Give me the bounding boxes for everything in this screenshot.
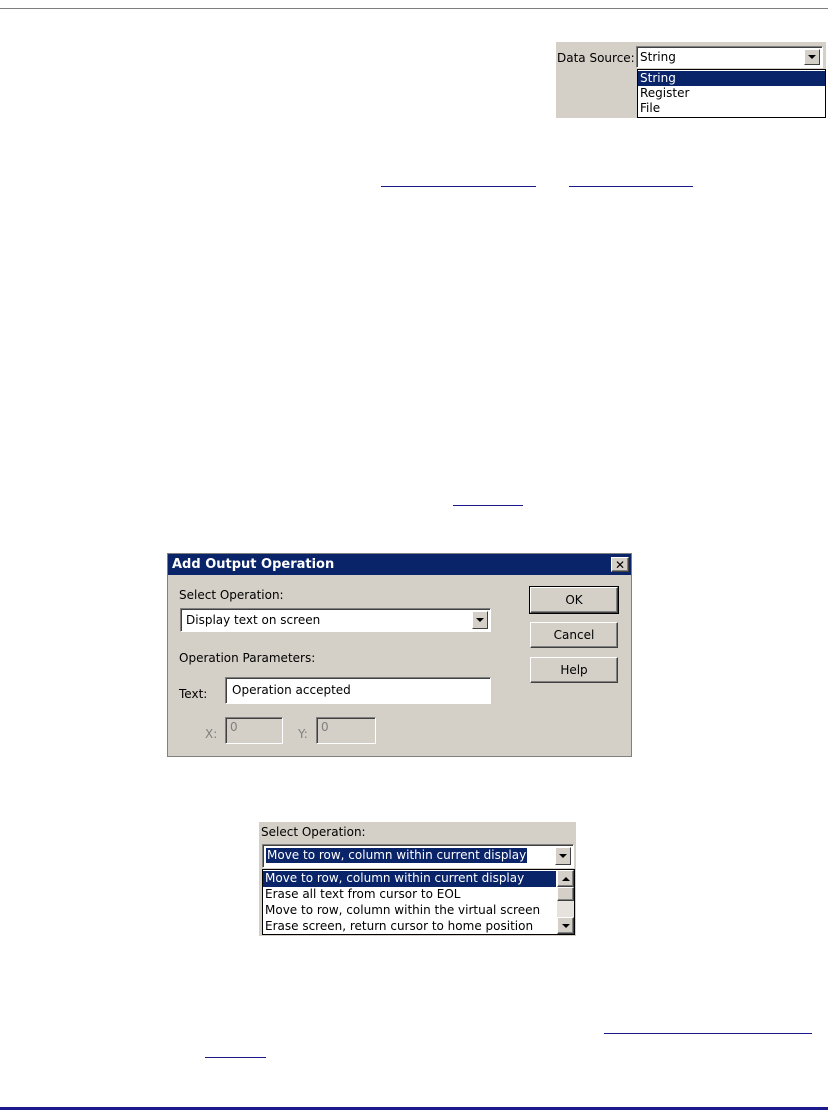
chevron-up-icon — [562, 877, 570, 881]
close-icon: ✕ — [614, 557, 626, 572]
add-output-dialog — [167, 553, 632, 757]
text-input-value: Operation accepted — [232, 683, 351, 697]
chevron-down-icon — [559, 854, 567, 858]
operation-dropdown-list — [262, 869, 575, 935]
select-operation-combobox[interactable] — [180, 608, 491, 632]
select-operation-value: Display text on screen — [186, 613, 321, 627]
x-input[interactable] — [225, 717, 283, 744]
x-label: X: — [205, 727, 218, 741]
cancel-button[interactable] — [530, 622, 618, 648]
text-label: Text: — [179, 687, 208, 701]
ok-button[interactable] — [530, 587, 618, 613]
link-underline[interactable] — [205, 1057, 266, 1058]
y-label: Y: — [298, 727, 308, 741]
chevron-down-icon — [808, 55, 816, 59]
data-source-dropdown-list — [637, 69, 826, 118]
chevron-down-icon — [562, 924, 570, 928]
x-input-value: 0 — [230, 720, 238, 734]
text-input[interactable] — [225, 677, 491, 704]
data-source-snippet — [556, 42, 826, 118]
scroll-down-button[interactable] — [557, 917, 574, 934]
scroll-thumb[interactable] — [557, 887, 574, 901]
select-operation-combobox[interactable] — [262, 844, 574, 868]
scroll-up-button[interactable] — [557, 870, 574, 887]
list-item[interactable]: Register — [640, 86, 690, 100]
link-underline[interactable] — [604, 1033, 812, 1034]
list-item[interactable]: Move to row, column within current display — [263, 871, 556, 887]
dropdown-button[interactable] — [555, 847, 571, 865]
link-underline[interactable] — [569, 186, 693, 187]
link-underline[interactable] — [381, 186, 536, 187]
list-item[interactable]: Erase screen, return cursor to home position — [265, 919, 534, 933]
chevron-down-icon — [476, 618, 484, 622]
footer-rule — [0, 1107, 828, 1110]
close-button[interactable] — [611, 557, 629, 572]
list-item[interactable]: String — [638, 71, 825, 86]
dialog-title: Add Output Operation — [172, 557, 335, 572]
operation-parameters-label: Operation Parameters: — [179, 651, 316, 665]
list-item[interactable]: Erase all text from cursor to EOL — [265, 887, 461, 901]
cancel-button-label: Cancel — [553, 627, 595, 642]
select-operation-label: Select Operation: — [179, 588, 284, 602]
help-button-label: Help — [560, 662, 588, 677]
list-item[interactable]: File — [640, 101, 661, 115]
y-input[interactable] — [316, 717, 376, 744]
data-source-label: Data Source: — [557, 51, 635, 65]
y-input-value: 0 — [321, 720, 329, 734]
select-operation-label: Select Operation: — [261, 825, 366, 839]
link-underline[interactable] — [453, 505, 523, 506]
dialog-title-bar — [168, 554, 631, 575]
help-button[interactable] — [530, 657, 618, 683]
data-source-combobox[interactable] — [636, 46, 823, 68]
list-item[interactable]: Move to row, column within the virtual screen — [265, 903, 541, 917]
ok-button-label: OK — [565, 592, 583, 607]
data-source-value: String — [640, 50, 676, 64]
dropdown-button[interactable] — [804, 49, 820, 65]
scrollbar[interactable] — [557, 870, 574, 934]
dropdown-button[interactable] — [472, 611, 488, 629]
select-operation-value: Move to row, column within current display — [267, 848, 527, 862]
header-rule — [0, 8, 828, 9]
select-operation-snippet — [259, 822, 576, 936]
